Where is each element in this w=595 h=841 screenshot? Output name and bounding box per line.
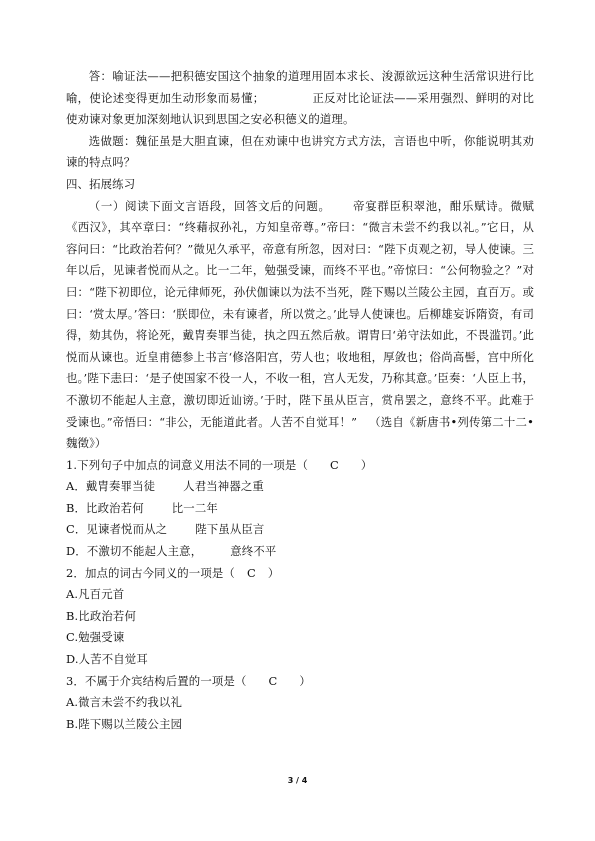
- question-2-option-c: C.勉强受谏: [66, 630, 125, 645]
- passage-intro: （一）阅读下面文言语段，回答文后的问题。: [88, 198, 331, 213]
- question-1-answer: C: [329, 457, 339, 472]
- question-1-stem: 1.下列句子中加点的词意义用法不同的一项是（: [66, 457, 308, 472]
- question-1-close: ）: [360, 457, 373, 472]
- question-1-option-c: [66, 519, 534, 541]
- option-b-left: B．比政治若何: [66, 500, 144, 515]
- option-c-right: 陛下虽从臣言: [195, 522, 265, 537]
- question-2-stem: 2．加点的词古今同义的一项是（: [66, 565, 235, 580]
- section-heading: 四、拓展练习: [66, 176, 136, 191]
- answer-part-1: 答：喻证法——把积德安国这个抽象的道理用固本求长、浚源欲远这种生活常识进行比喻，使论述变得更加生动形象而易懂；: [66, 69, 534, 105]
- question-1-option-b: [66, 498, 534, 520]
- page-number: 3 / 4: [287, 776, 308, 785]
- question-1-option-a: [66, 476, 534, 498]
- option-d-right: 意终不平: [230, 544, 277, 559]
- passage: [66, 196, 534, 455]
- question-1-option-d: [66, 541, 534, 563]
- question-3-stem: 3．不属于介宾结构后置的一项是（: [66, 673, 247, 688]
- question-2-option-d: D.人苦不自觉耳: [66, 652, 148, 667]
- question-3: [66, 671, 534, 693]
- question-3-close: ）: [299, 673, 311, 688]
- question-2-close: ）: [267, 565, 280, 580]
- question-2-answer: C: [246, 565, 256, 580]
- answer-part-2: 正反对比论证法——采用强烈、鲜明的对比使劝谏对象更加深刻地认识到思国之安必积德义的道理。: [66, 90, 534, 127]
- option-c-left: C．见谏者悦而从之: [66, 522, 168, 537]
- question-1: [66, 455, 534, 477]
- question-3-answer: C: [268, 673, 278, 688]
- page-content: [66, 66, 534, 735]
- question-2-option-a: A.凡百元首: [66, 587, 125, 602]
- option-d-left: D．不激切不能起人主意，: [66, 544, 203, 559]
- question-3-option-b: B.陛下赐以兰陵公主园: [66, 716, 183, 731]
- question-3-option-a: A.微言未尝不约我以礼: [66, 695, 183, 710]
- elective-question: 选做题：魏征虽是大胆直谏，但在劝谏中也讲究方式方法，言语也中听，你能说明其劝谏的特点吗？: [66, 133, 534, 170]
- answer-paragraph: [66, 66, 534, 131]
- option-a-right: 人君当神器之重: [183, 479, 264, 494]
- question-2: [66, 563, 534, 585]
- option-b-right: 比一二年: [171, 500, 218, 515]
- passage-text: 帝宴群臣积翠池，酣乐赋诗。微赋《西汉》，其卒章曰：“终藉叔孙礼，方知皇帝尊。”帝曰：“微言未尝不约我以礼。”它日，从容问曰：“比政治若何？”微见久承平，帝意有所忽，因对曰：“陛下贞观之初，导人使谏。三年以后，见谏者悦而从之。比一二年，勉强受谏，而终不平也。”帝惊曰：“公何物验之？”对曰：“陛下初即位，论元律师死，孙伏伽谏以为法不当死，陛下赐以兰陵公主园，直百万。或曰：‘赏太厚。’答曰：‘朕即位，未有谏者，所以赏之。’此导人使谏也。后柳雄妄诉隋资，有司得，劾其伪，将论死，戴胄奏罪当徒，执之四五然后赦。谓胄曰‘弟守法如此，不畏滥罚。’此悦而从谏也。近皇甫德参上书言‘修洛阳宫，劳人也；收地租，厚敛也；俗尚高髻，宫中所化也。’陛下恚曰：‘是子使国家不役一人，不收一租，宫人无发，乃称其意。’臣奏：‘人臣上书，不激切不能起人主意，激切即近讪谤。’于时，陛下虽从臣言，赏帛罢之，意终不平。此难于受谏也。”帝悟曰：“非公，无能道此者。人苦不自觉耳！”: [66, 198, 535, 429]
- option-a-left: A．戴胄奏罪当徒: [66, 479, 156, 494]
- question-2-option-b: B.比政治若何: [66, 608, 136, 623]
- passage-source: （选自《新唐书•列传第二十二•魏徵》）: [66, 414, 534, 451]
